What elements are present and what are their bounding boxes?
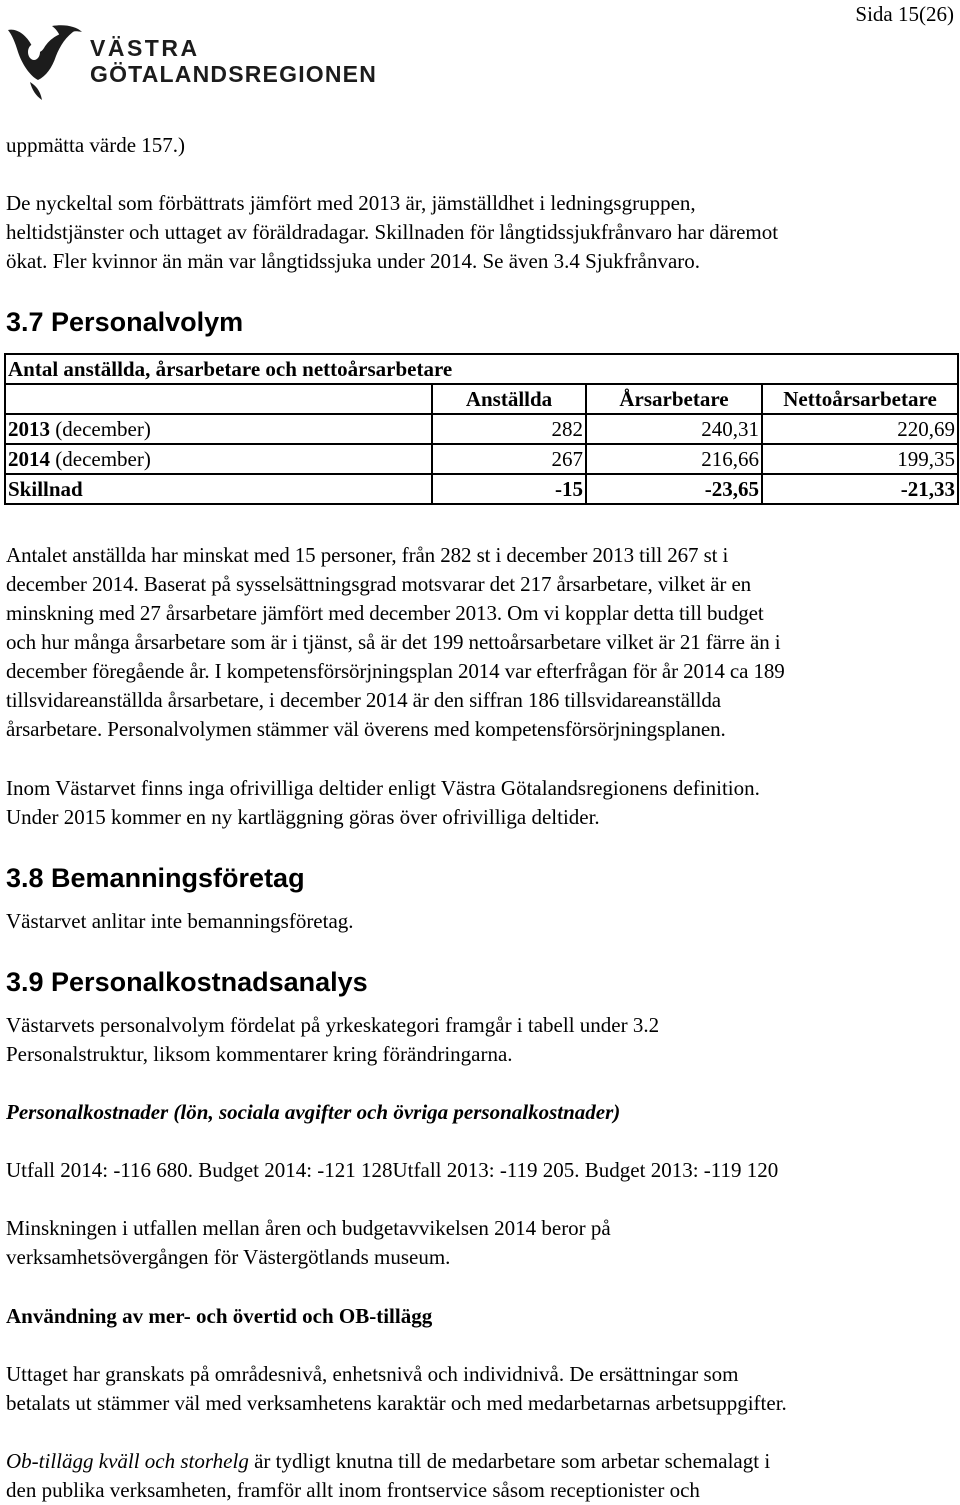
utfall-budget-figures: Utfall 2014: -116 680. Budget 2014: -121 128Utfall 2013: -119 205. Budget 2013: -119 120 [6,1158,779,1182]
text-line: Uttaget har granskats på områdesnivå, enhetsnivå och individnivå. De ersättningar som [6,1362,739,1386]
table-row [5,474,958,504]
row-label [5,444,432,474]
cell-value: 267 [432,444,586,474]
text-line: tillsvidareanställda årsarbetare, i december 2014 är den siffran 186 tillsvidareanställda [6,688,721,712]
text-line: december 2014. Baserat på sysselsättningsgrad motsvarar det 217 årsarbetare, vilket är en [6,572,752,596]
text-line: Antalet anställda har minskat med 15 personer, från 282 st i december 2013 till 267 st i [6,543,729,567]
row-label: Skillnad [5,474,432,504]
col-header-anstallda: Anställda [432,384,586,414]
text-line [6,1447,770,1476]
cell-value: 240,31 [586,414,762,444]
personalvolym-paragraph [6,541,785,744]
personalkostnad-paragraph [6,1011,659,1069]
personalvolym-table [4,353,959,505]
overtid-subheading: Användning av mer- och övertid och OB-tillägg [6,1304,433,1328]
text-line: årsarbetare. Personalvolymen stämmer väl överens med kompetensförsörjningsplanen. [6,717,726,741]
minskning-paragraph [6,1214,611,1272]
ob-tillagg-term: Ob-tillägg kväll och storhelg [6,1449,249,1473]
table-row [5,414,958,444]
text-line: verksamhetsövergången för Västergötlands museum. [6,1245,451,1269]
text-line: betalats ut stämmer väl med verksamhetens karaktär och med medarbetarnas arbetsuppgifter. [6,1391,787,1415]
text-line: och hur många årsarbetare som är i tjänst, så är det 199 nettoårsarbetare vilket är 21 färre än i [6,630,781,654]
cell-value: 216,66 [586,444,762,474]
col-header-nettoarsarbetare: Nettoårsarbetare [762,384,958,414]
row-year: 2013 [8,417,50,441]
text-line: den publika verksamheten, framför allt inom frontservice såsom receptionister och [6,1478,700,1502]
table-corner-cell [5,384,432,414]
intro-paragraph [6,189,778,276]
row-year: 2014 [8,447,50,471]
cell-value: -15 [432,474,586,504]
cell-value: 220,69 [762,414,958,444]
cell-value: 199,35 [762,444,958,474]
row-label [5,414,432,444]
uttag-paragraph [6,1360,787,1418]
section-heading-3-8: 3.8 Bemanningsföretag [6,863,305,893]
deltider-paragraph [6,774,760,832]
text-line: Inom Västarvet finns inga ofrivilliga deltider enligt Västra Götalandsregionens definition. [6,776,760,800]
row-suffix: (december) [50,447,151,471]
section-heading-3-9: 3.9 Personalkostnadsanalys [6,967,368,997]
table-title: Antal anställda, årsarbetare och nettoårsarbetare [5,354,958,384]
text-line: Västarvets personalvolym fördelat på yrkeskategori framgår i tabell under 3.2 [6,1013,660,1037]
row-suffix: (december) [50,417,151,441]
continued-text: uppmätta värde 157.) [6,133,186,157]
logo-line-2: GÖTALANDSREGIONEN [90,61,378,87]
vgr-emblem-icon [6,24,84,104]
page-number: Sida 15(26) [855,2,954,26]
table-row [5,444,958,474]
cell-value: -21,33 [762,474,958,504]
text-line: Under 2015 kommer en ny kartläggning göras över ofrivilliga deltider. [6,805,600,829]
text-line: De nyckeltal som förbättrats jämfört med 2013 är, jämställdhet i ledningsgruppen, [6,191,696,215]
logo-line-1: VÄSTRA [90,35,200,61]
text-line: heltidstjänster och uttaget av föräldradagar. Skillnaden för långtidssjukfrånvaro har däremot [6,220,779,244]
vgr-logo [6,24,377,104]
ob-tillagg-paragraph [6,1447,770,1505]
section-heading-3-7: 3.7 Personalvolym [6,307,244,337]
text-line: minskning med 27 årsarbetare jämfört med december 2013. Om vi kopplar detta till budget [6,601,764,625]
cell-value: -23,65 [586,474,762,504]
text-line: Minskningen i utfallen mellan åren och budgetavvikelsen 2014 beror på [6,1216,611,1240]
text-line: ökat. Fler kvinnor än män var långtidssjuka under 2014. Se även 3.4 Sjukfrånvaro. [6,249,701,273]
bemanning-text: Västarvet anlitar inte bemanningsföretag. [6,909,354,933]
text-line: december föregående år. I kompetensförsörjningsplan 2014 var efterfrågan för år 2014 ca 189 [6,659,785,683]
text-line: Personalstruktur, liksom kommentarer kring förändringarna. [6,1042,513,1066]
personalkostnader-subheading: Personalkostnader (lön, sociala avgifter och övriga personalkostnader) [6,1100,621,1124]
col-header-arsarbetare: Årsarbetare [586,384,762,414]
cell-value: 282 [432,414,586,444]
text-span: är tydligt knutna till de medarbetare som arbetar schemalagt i [248,1449,771,1473]
